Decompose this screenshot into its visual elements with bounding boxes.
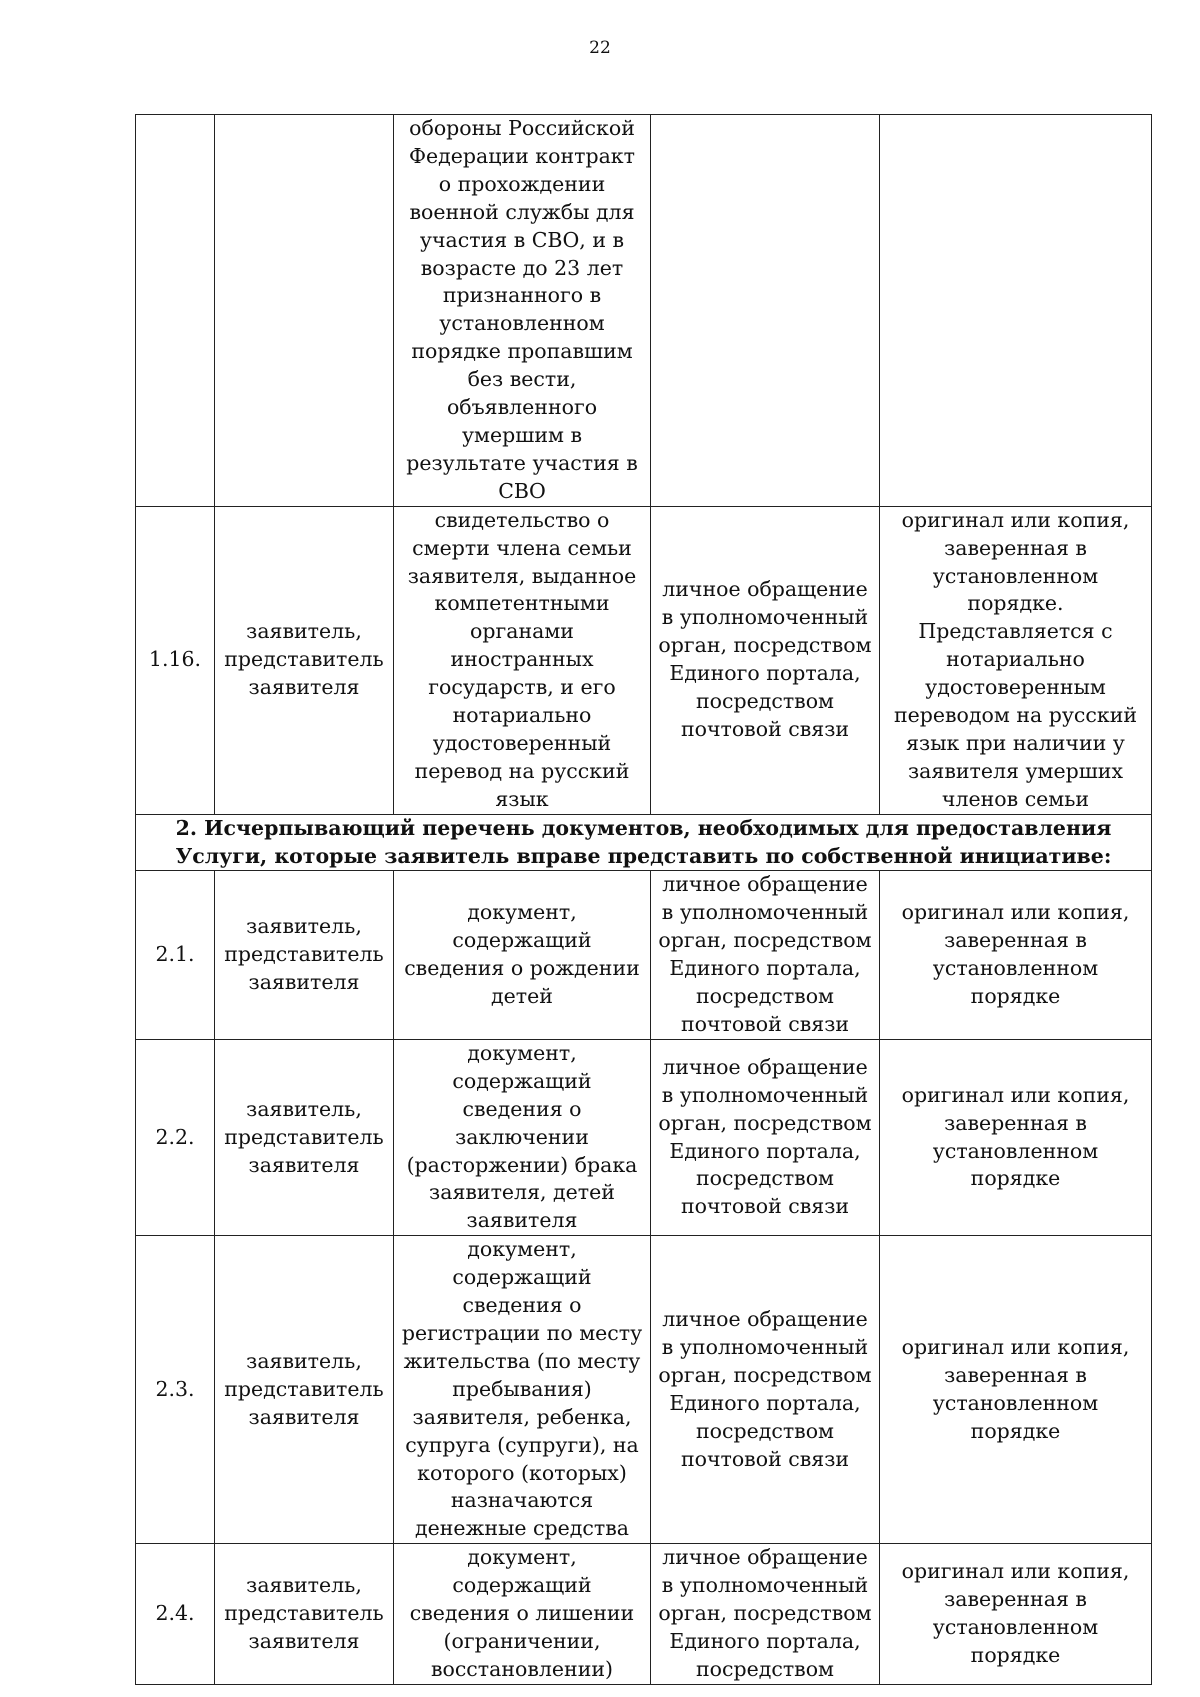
cell-method: личное обращение в уполномоченный орган, посредством Единого портала, посредством почтовой связи [651, 1236, 880, 1544]
cell-document: документ, содержащий сведения о рождении детей [394, 871, 651, 1039]
cell-method [651, 115, 880, 507]
cell-method: личное обращение в уполномоченный орган, посредством Единого портала, посредством почтовой связи [651, 506, 880, 814]
cell-num [136, 115, 215, 507]
cell-applicant: заявитель, представитель заявителя [215, 506, 394, 814]
cell-num: 2.2. [136, 1039, 215, 1235]
page-number: 22 [589, 38, 611, 58]
section-heading-row [136, 814, 1152, 871]
cell-num: 2.3. [136, 1236, 215, 1544]
cell-applicant: заявитель, представитель заявителя [215, 1544, 394, 1685]
cell-form: оригинал или копия, заверенная в установленном порядке [880, 871, 1152, 1039]
table-row-2-4 [136, 1544, 1152, 1685]
cell-document: свидетельство о смерти члена семьи заявителя, выданное компетентными органами иностранных государств, и его нотариально удостоверенный перевод на русский язык [394, 506, 651, 814]
cell-method: личное обращение в уполномоченный орган, посредством Единого портала, посредством почтовой связи [651, 871, 880, 1039]
section-2-heading: 2. Исчерпывающий перечень документов, необходимых для предоставления Услуги, которые заявитель вправе представить по собственной инициативе: [136, 814, 1152, 871]
cell-document: обороны Российской Федерации контракт о прохождении военной службы для участия в СВО, и в возрасте до 23 лет признанного в установленном порядке пропавшим без вести, объявленного умершим в результате участия в СВО [394, 115, 651, 507]
cell-form: оригинал или копия, заверенная в установленном порядке. Представляется с нотариально удостоверенным переводом на русский язык при наличии у заявителя умерших членов семьи [880, 506, 1152, 814]
cell-document: документ, содержащий сведения о заключении (расторжении) брака заявителя, детей заявителя [394, 1039, 651, 1235]
table-row-2-2 [136, 1039, 1152, 1235]
cell-document: документ, содержащий сведения о лишении (ограничении, восстановлении) [394, 1544, 651, 1685]
cell-applicant: заявитель, представитель заявителя [215, 1236, 394, 1544]
cell-form: оригинал или копия, заверенная в установленном порядке [880, 1236, 1152, 1544]
cell-document: документ, содержащий сведения о регистрации по месту жительства (по месту пребывания) заявителя, ребенка, супруга (супруги), на которого (которых) назначаются денежные средства [394, 1236, 651, 1544]
cell-form [880, 115, 1152, 507]
table-row-2-1 [136, 871, 1152, 1039]
cell-num: 1.16. [136, 506, 215, 814]
cell-applicant [215, 115, 394, 507]
cell-applicant: заявитель, представитель заявителя [215, 871, 394, 1039]
cell-applicant: заявитель, представитель заявителя [215, 1039, 394, 1235]
table-row-continued [136, 115, 1152, 507]
cell-form: оригинал или копия, заверенная в установленном порядке [880, 1039, 1152, 1235]
cell-method: личное обращение в уполномоченный орган, посредством Единого портала, посредством [651, 1544, 880, 1685]
documents-table [135, 114, 1152, 1685]
table-row-1-16 [136, 506, 1152, 814]
table-row-2-3 [136, 1236, 1152, 1544]
cell-method: личное обращение в уполномоченный орган, посредством Единого портала, посредством почтовой связи [651, 1039, 880, 1235]
cell-form: оригинал или копия, заверенная в установленном порядке [880, 1544, 1152, 1685]
cell-num: 2.4. [136, 1544, 215, 1685]
cell-num: 2.1. [136, 871, 215, 1039]
